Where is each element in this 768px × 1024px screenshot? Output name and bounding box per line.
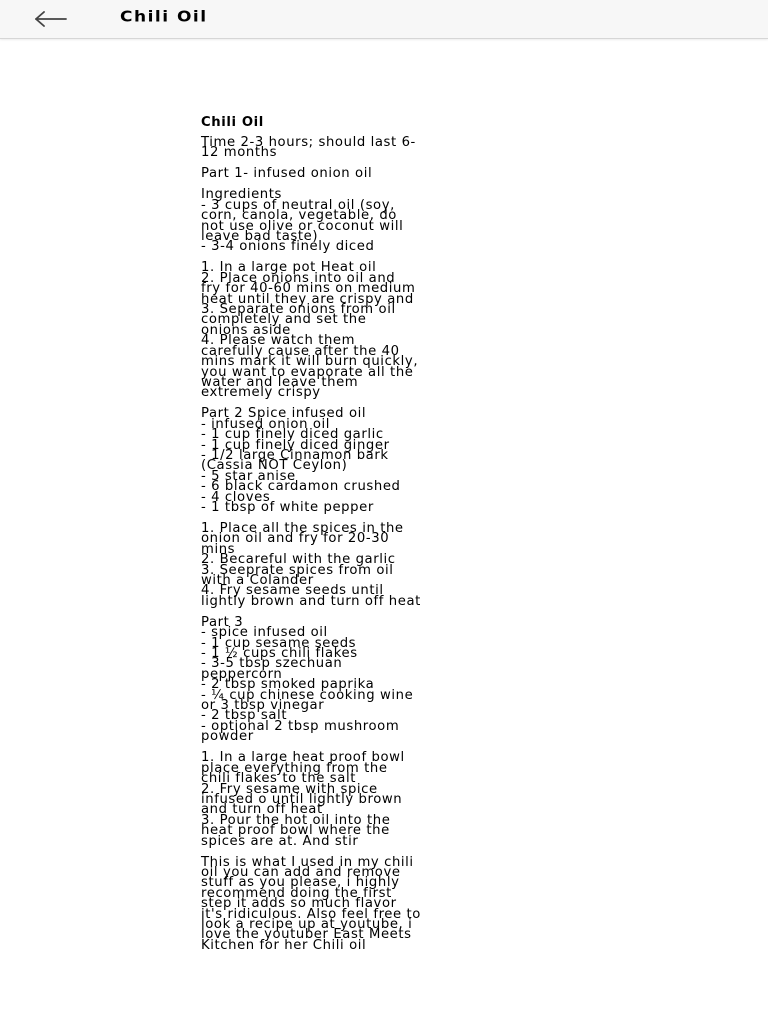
- paragraph-part2-ingredients: Part 2 Spice infused oil - infused onion oil - 1 cup finely diced garlic - 1 cup finely diced ginger - 1/2 large Cinnamon bark (Cassia NOT Ceylon) - 5 star anise - 6 black cardamon crushed - 4 cloves - 1 tbsp of white pepper: [201, 406, 401, 515]
- paragraph-part2-steps: 1. Place all the spices in the onion oil and fry for 20-30 mins 2. Becareful with the garlic 3. Seeprate spices from oil with a Colander 4. Fry sesame seeds until lightly brown and turn off heat: [201, 520, 421, 609]
- paragraph-part1-steps: 1. In a large pot Heat oil 2. Place onions into oil and fry for 40-60 mins on medium heat until they are crispy and 3. Separate onions from oil completely and set the onions aside 4. Please watch them carefully cause after the 40 mins mark it will burn quickly, you want to evaporate all the water and leave them extremely crispy: [201, 260, 419, 401]
- arrow-left-icon: [34, 11, 68, 27]
- paragraph-part1-ingredients: Ingredients - 3 cups of neutral oil (soy, corn, canola, vegetable, do not use olive or coconut will leave bad taste) - 3-4 onions finely diced: [201, 187, 404, 255]
- page-title: Chili Oil: [120, 7, 208, 26]
- paragraph-part3-ingredients: Part 3 - spice infused oil - 1 cup sesame seeds - 1 ½ cups chili flakes - 3-5 tbsp szechuan peppercorn - 2 tbsp smoked paprika - ¼ cup chinese cooking wine or 3 tbsp vinegar - 2 tbsp salt - optional 2 tbsp mushroom powder: [201, 614, 414, 745]
- paragraph-notes: This is what I used in my chili oil you can add and remove stuff as you please, i highly recommend doing the first step it adds so much flavor it's ridiculous. Also feel free to look a recipe up at youtube, i love the youtuber East Meets Kitchen for her Chili oil: [201, 854, 421, 953]
- app-bar: [0, 0, 768, 39]
- document-body: [201, 116, 573, 962]
- back-button[interactable]: [30, 4, 72, 34]
- paragraph-part3-steps: 1. In a large heat proof bowl place everything from the chili flakes to the salt 2. Fry sesame with spice infused o until lightly brown and turn off heat 3. Pour the hot oil into the heat proof bowl where the spices are at. And stir: [201, 750, 405, 849]
- paragraph-part1-title: Part 1- infused onion oil: [201, 166, 373, 182]
- paragraph-time: Time 2-3 hours; should last 6- 12 months: [201, 135, 416, 161]
- document-heading: Chili Oil: [201, 115, 264, 130]
